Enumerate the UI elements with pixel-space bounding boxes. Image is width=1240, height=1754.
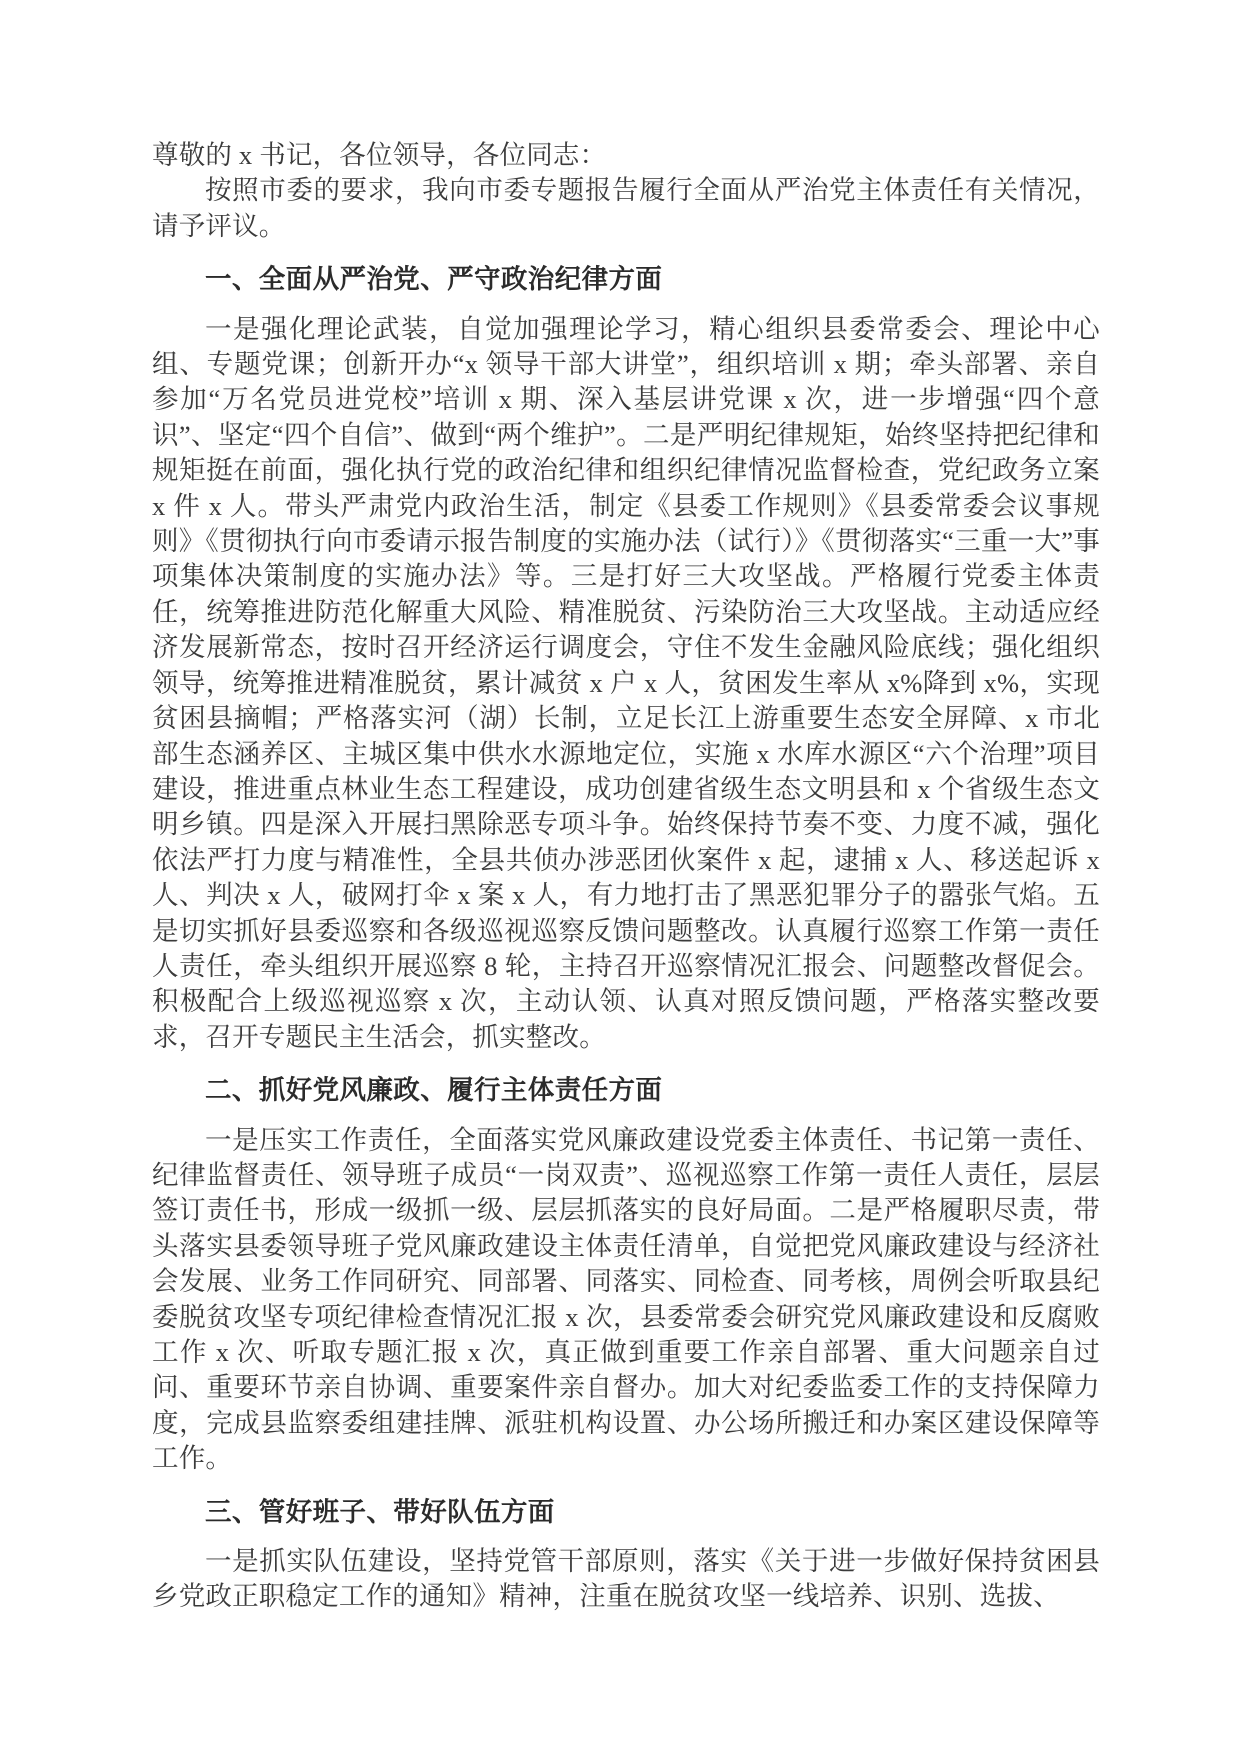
section-paragraph-3: 一是抓实队伍建设，坚持党管干部原则，落实《关于进一步做好保持贫困县乡党政正职稳定工作的通知》精神，注重在脱贫攻坚一线培养、识别、选拔、	[152, 1546, 1100, 1612]
document-body	[152, 138, 1100, 1615]
section-heading-3: 三、管好班子、带好队伍方面	[205, 1496, 555, 1527]
section-paragraph-1: 一是强化理论武装，自觉加强理论学习，精心组织县委常委会、理论中心组、专题党课；创新开办“x 领导干部大讲堂”，组织培训 x 期；牵头部署、亲自参加“万名党员进党校”培训 x 期、深入基层讲党课 x 次，进一步增强“四个意识”、坚定“四个自信”、做到“两个维护”。二是严明纪律规矩，始终坚持把纪律和规矩挺在前面，强化执行党的政治纪律和组织纪律情况监督检查，党纪政务立案 x 件 x 人。带头严肃党内政治生活，制定《县委工作规则》《县委常委会议事规则》《贯彻执行向市委请示报告制度的实施办法（试行）》《贯彻落实“三重一大”事项集体决策制度的实施办法》等。三是打好三大攻坚战。严格履行党委主体责任，统筹推进防范化解重大风险、精准脱贫、污染防治三大攻坚战。主动适应经济发展新常态，按时召开经济运行调度会，守住不发生金融风险底线；强化组织领导，统筹推进精准脱贫，累计减贫 x 户 x 人，贫困发生率从 x%降到 x%，实现贫困县摘帽；严格落实河（湖）长制，立足长江上游重要生态安全屏障、x 市北部生态涵养区、主城区集中供水水源地定位，实施 x 水库水源区“六个治理”项目建设，推进重点林业生态工程建设，成功创建省级生态文明县和 x 个省级生态文明乡镇。四是深入开展扫黑除恶专项斗争。始终保持节奏不变、力度不减，强化依法严打力度与精准性，全县共侦办涉恶团伙案件 x 起，逮捕 x 人、移送起诉 x 人、判决 x 人，破网打伞 x 案 x 人，有力地打击了黑恶犯罪分子的嚣张气焰。五是切实抓好县委巡察和各级巡视巡察反馈问题整改。认真履行巡察工作第一责任人责任，牵头组织开展巡察 8 轮，主持召开巡察情况汇报会、问题整改督促会。积极配合上级巡视巡察 x 次，主动认领、认真对照反馈问题，严格落实整改要求，召开专题民主生活会，抓实整改。	[152, 313, 1100, 1052]
section-paragraph-2: 一是压实工作责任，全面落实党风廉政建设党委主体责任、书记第一责任、纪律监督责任、领导班子成员“一岗双责”、巡视巡察工作第一责任人责任，层层签订责任书，形成一级抓一级、层层抓落实的良好局面。二是严格履职尽责，带头落实县委领导班子党风廉政建设主体责任清单，自觉把党风廉政建设与经济社会发展、业务工作同研究、同部署、同落实、同检查、同考核，周例会听取县纪委脱贫攻坚专项纪律检查情况汇报 x 次，县委常委会研究党风廉政建设和反腐败工作 x 次、听取专题汇报 x 次，真正做到重要工作亲自部署、重大问题亲自过问、重要环节亲自协调、重要案件亲自督办。加大对纪委监委工作的支持保障力度，完成县监察委组建挂牌、派驻机构设置、办公场所搬迁和办案区建设保障等工作。	[152, 1124, 1100, 1474]
section-heading-1: 一、全面从严治党、严守政治纪律方面	[205, 264, 663, 295]
salutation-line: 尊敬的 x 书记，各位领导，各位同志：	[152, 140, 607, 170]
section-heading-2: 二、抓好党风廉政、履行主体责任方面	[205, 1075, 663, 1106]
intro-paragraph: 按照市委的要求，我向市委专题报告履行全面从严治党主体责任有关情况，请予评议。	[152, 175, 1100, 241]
